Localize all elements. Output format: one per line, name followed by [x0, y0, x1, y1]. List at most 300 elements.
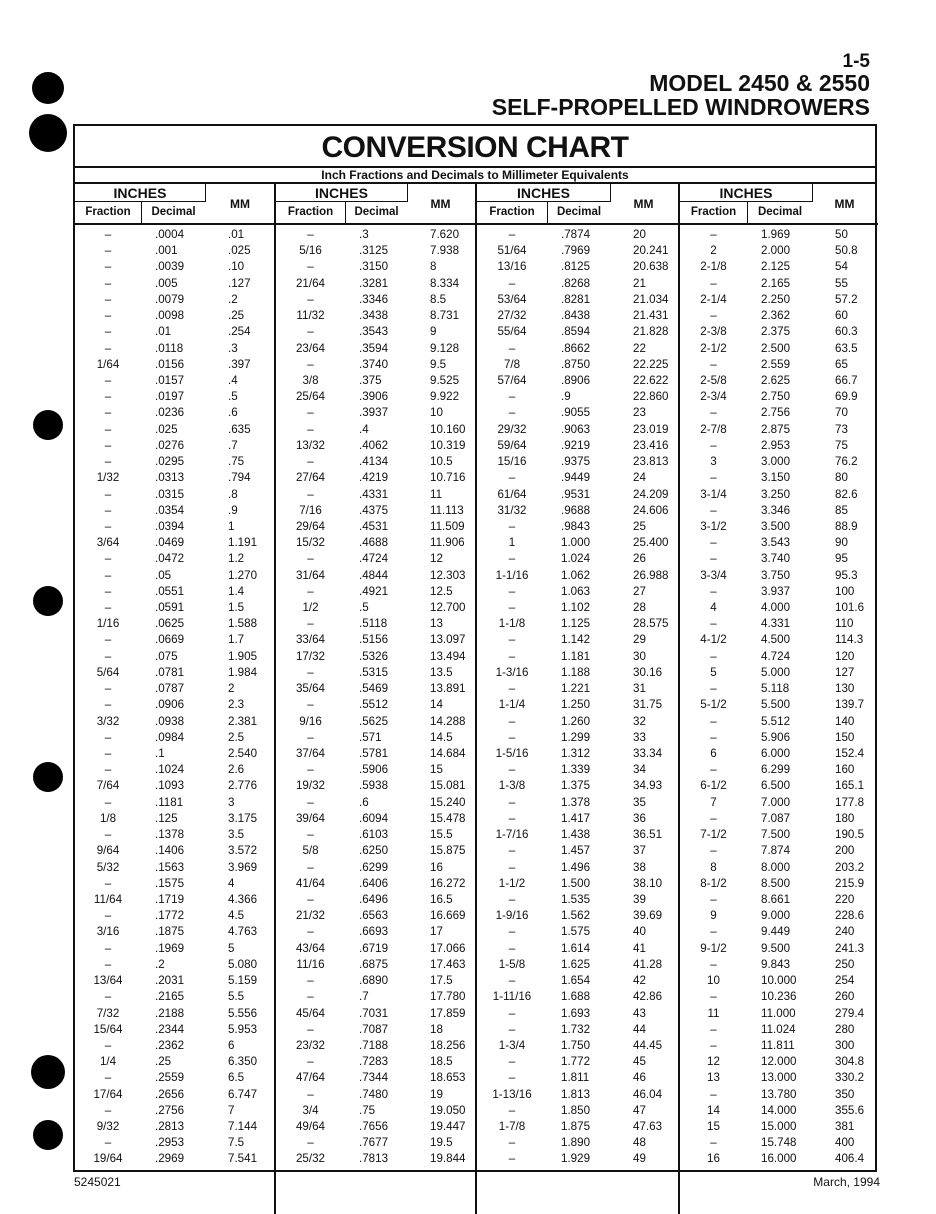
fraction-cell: 2-7/8	[700, 422, 727, 436]
table-row	[680, 1119, 878, 1135]
fraction-cell: 2-3/8	[700, 325, 727, 339]
mm-cell: .127	[228, 276, 251, 290]
decimal-cell: .0669	[155, 633, 185, 647]
mm-cell: 355.6	[835, 1103, 865, 1117]
table-row	[75, 714, 274, 730]
fraction-cell: –	[508, 228, 516, 241]
table-row	[75, 632, 274, 648]
decimal-cell: 1.562	[561, 909, 591, 923]
mm-cell: 95	[835, 552, 848, 566]
decimal-cell: .7813	[359, 1152, 389, 1166]
mm-cell: 241.3	[835, 941, 865, 955]
mm-cell: 10.5	[430, 455, 453, 469]
table-row	[276, 908, 475, 924]
decimal-cell: .6406	[359, 876, 389, 890]
fraction-cell: –	[710, 892, 717, 906]
table-row	[276, 649, 475, 665]
mm-cell: 30	[633, 649, 646, 663]
decimal-cell: 5.118	[761, 682, 790, 696]
mm-cell: .10	[228, 260, 245, 274]
decimal-cell: .0906	[155, 698, 185, 712]
decimal-cell: 2.125	[761, 260, 791, 274]
table-row	[276, 1119, 475, 1135]
fraction-cell: 9/64	[96, 844, 120, 858]
table-row	[75, 259, 274, 275]
table-row	[75, 454, 274, 470]
mm-cell: 18.5	[430, 1055, 453, 1069]
decimal-cell: .2031	[155, 974, 185, 988]
decimal-cell: 1.188	[561, 665, 591, 679]
decimal-cell: 2.559	[761, 357, 791, 371]
decimal-cell: 9.000	[761, 909, 791, 923]
table-row	[276, 373, 475, 389]
punch-hole	[31, 1055, 65, 1089]
decimal-cell: 8.000	[761, 860, 791, 874]
table-row	[75, 730, 274, 746]
mm-cell: 23.019	[633, 422, 669, 436]
fraction-cell: 3/4	[302, 1103, 319, 1117]
fraction-cell: 31/32	[497, 503, 527, 517]
table-row	[477, 584, 678, 600]
decimal-cell: .3543	[359, 325, 389, 339]
fraction-cell: 4-1/2	[700, 633, 727, 647]
table-row	[477, 438, 678, 454]
decimal-cell: .4219	[359, 471, 389, 485]
decimal-cell: 16.000	[761, 1152, 797, 1166]
mm-cell: 250	[835, 957, 855, 971]
fraction-cell: –	[104, 909, 112, 923]
mm-cell: 22.622	[633, 373, 669, 387]
table-row	[276, 519, 475, 535]
decimal-cell: 3.750	[761, 568, 791, 582]
table-row	[477, 1119, 678, 1135]
mm-cell: 5.5	[228, 990, 245, 1004]
fraction-cell: –	[710, 763, 717, 777]
mm-cell: 17.463	[430, 957, 466, 971]
decimal-cell: .0781	[155, 665, 185, 679]
fraction-cell: 6-1/2	[700, 779, 727, 793]
decimal-cell: .7283	[359, 1055, 389, 1069]
decimal-cell: .9055	[561, 406, 591, 420]
mm-cell: 13.097	[430, 633, 466, 647]
decimal-cell: .0079	[155, 292, 185, 306]
fraction-cell: 47/64	[295, 1071, 325, 1085]
decimal-cell: 8.500	[761, 876, 791, 890]
mm-cell: 1.5	[228, 601, 245, 615]
table-row	[276, 876, 475, 892]
table-row	[680, 681, 878, 697]
mm-cell: 40	[633, 925, 646, 939]
fraction-cell: –	[508, 1136, 516, 1150]
fraction-cell: –	[508, 406, 516, 420]
mm-cell: .25	[228, 309, 245, 323]
decimal-cell: 15.748	[761, 1136, 797, 1150]
fraction-header: Fraction	[690, 206, 737, 218]
fraction-cell: –	[508, 763, 516, 777]
table-row	[75, 924, 274, 940]
decimal-cell: 2.625	[761, 373, 791, 387]
table-row	[477, 616, 678, 632]
mm-cell: 38	[633, 860, 646, 874]
table-row	[276, 762, 475, 778]
table-row	[680, 243, 878, 259]
fraction-cell: –	[104, 568, 112, 582]
table-row	[477, 551, 678, 567]
decimal-cell: .5512	[359, 698, 389, 712]
decimal-cell: .075	[155, 649, 178, 663]
mm-cell: 17.066	[430, 941, 466, 955]
mm-cell: 39	[633, 892, 646, 906]
mm-cell: 23.416	[633, 438, 669, 452]
model-heading: MODEL 2450 & 2550	[649, 70, 870, 96]
mm-cell: 28	[633, 601, 646, 615]
fraction-cell: –	[104, 763, 112, 777]
decimal-cell: 1.732	[561, 1022, 591, 1036]
fraction-cell: 9/32	[96, 1120, 120, 1134]
table-row	[477, 324, 678, 340]
fraction-header: Fraction	[85, 206, 131, 218]
fraction-cell: 2-1/8	[700, 260, 727, 274]
decimal-cell: .4844	[359, 568, 389, 582]
decimal-cell: .6094	[359, 811, 389, 825]
fraction-cell: 19/64	[93, 1152, 123, 1166]
mm-header: MM	[633, 197, 654, 211]
table-row	[477, 973, 678, 989]
decimal-cell: .25	[155, 1055, 172, 1069]
fraction-cell: 2-1/2	[700, 341, 727, 355]
decimal-cell: 1.772	[561, 1055, 591, 1069]
decimal-cell: .0098	[155, 309, 185, 323]
mm-cell: 11.906	[430, 536, 465, 550]
decimal-cell: 13.780	[761, 1087, 797, 1101]
fraction-cell: 3/32	[96, 714, 120, 728]
table-row	[75, 989, 274, 1005]
fraction-header: Fraction	[287, 206, 334, 218]
fraction-cell: –	[710, 228, 717, 241]
fraction-cell: –	[104, 503, 112, 517]
table-row	[680, 519, 878, 535]
mm-cell: 304.8	[835, 1055, 865, 1069]
fraction-cell: –	[508, 714, 516, 728]
decimal-cell: .2656	[155, 1087, 185, 1101]
decimal-cell: .3937	[359, 406, 389, 420]
fraction-cell: –	[710, 990, 717, 1004]
mm-header: MM	[230, 197, 250, 211]
fraction-cell: 59/64	[497, 438, 527, 452]
mm-cell: 139.7	[835, 698, 865, 712]
table-row	[477, 519, 678, 535]
decimal-cell: 10.236	[761, 990, 797, 1004]
punch-hole	[29, 114, 67, 152]
mm-cell: 11	[430, 487, 443, 501]
fraction-cell: 5/32	[96, 860, 120, 874]
mm-cell: 18.256	[430, 1038, 466, 1052]
table-row	[680, 1135, 878, 1151]
fraction-cell: –	[710, 438, 717, 452]
decimal-cell: .3	[359, 228, 369, 241]
fraction-cell: 7/8	[503, 357, 521, 371]
decimal-cell: .001	[155, 244, 178, 258]
mm-cell: 12	[430, 552, 443, 566]
fraction-cell: 55/64	[497, 325, 527, 339]
table-row	[276, 1022, 475, 1038]
fraction-cell: –	[710, 552, 717, 566]
table-row	[680, 1054, 878, 1070]
table-row	[75, 1006, 274, 1022]
fraction-cell: –	[508, 860, 516, 874]
mm-cell: 7.620	[430, 228, 460, 241]
decimal-cell: 1.890	[561, 1136, 591, 1150]
fraction-cell: –	[710, 584, 717, 598]
fraction-cell: 1/64	[96, 357, 120, 371]
table-row	[276, 973, 475, 989]
decimal-cell: 1.575	[561, 925, 591, 939]
decimal-cell: 1.929	[561, 1152, 591, 1166]
table-row	[75, 1054, 274, 1070]
mm-cell: 95.3	[835, 568, 858, 582]
fraction-cell: 8	[710, 860, 717, 874]
mm-cell: 46	[633, 1071, 646, 1085]
mm-cell: 12.5	[430, 584, 453, 598]
table-row	[680, 487, 878, 503]
mm-cell: .01	[228, 228, 245, 241]
fraction-cell: –	[710, 357, 717, 371]
table-row	[680, 1087, 878, 1103]
decimal-cell: .4688	[359, 536, 389, 550]
decimal-cell: 1.125	[561, 617, 591, 631]
table-row	[477, 697, 678, 713]
mm-cell: 8.731	[430, 309, 460, 323]
decimal-cell: .8438	[561, 309, 591, 323]
mm-cell: 63.5	[835, 341, 858, 355]
fraction-cell: 1/8	[99, 811, 117, 825]
mm-cell: 203.2	[835, 860, 865, 874]
table-row	[680, 632, 878, 648]
fraction-cell: –	[104, 422, 112, 436]
decimal-cell: .5938	[359, 779, 389, 793]
table-row	[477, 259, 678, 275]
fraction-cell: –	[104, 795, 112, 809]
chart-subtitle: Inch Fractions and Decimals to Millimeter Equivalents	[75, 168, 875, 184]
table-row	[276, 276, 475, 292]
fraction-cell: 16	[707, 1152, 720, 1166]
fraction-cell: –	[710, 844, 717, 858]
fraction-cell: 3/64	[96, 536, 120, 550]
table-row	[477, 681, 678, 697]
table-row	[75, 438, 274, 454]
fraction-cell: 11/64	[93, 892, 123, 906]
decimal-cell: .0984	[155, 730, 185, 744]
decimal-cell: 2.953	[761, 438, 791, 452]
table-row	[276, 827, 475, 843]
table-row	[680, 535, 878, 551]
conversion-chart	[73, 124, 877, 1172]
table-row	[680, 989, 878, 1005]
fraction-cell: 1-1/8	[498, 617, 526, 631]
fraction-cell: –	[307, 698, 314, 712]
fraction-cell: –	[307, 990, 314, 1004]
mm-cell: 12.303	[430, 568, 466, 582]
table-row	[477, 632, 678, 648]
mm-cell: 47	[633, 1103, 646, 1117]
table-row	[75, 843, 274, 859]
fraction-cell: –	[307, 487, 314, 501]
mm-cell: 22.225	[633, 357, 669, 371]
mm-cell: 25.400	[633, 536, 669, 550]
mm-cell: 45	[633, 1055, 646, 1069]
mm-cell: 17.780	[430, 990, 466, 1004]
decimal-cell: .0295	[155, 455, 185, 469]
fraction-cell: 5	[710, 665, 717, 679]
decimal-cell: .2953	[155, 1136, 185, 1150]
table-row	[477, 227, 678, 243]
decimal-cell: 3.937	[761, 584, 791, 598]
decimal-cell: .5781	[359, 747, 389, 760]
mm-cell: 21.828	[633, 325, 669, 339]
decimal-cell: .6875	[359, 957, 389, 971]
mm-cell: 47.63	[633, 1120, 663, 1134]
fraction-cell: –	[104, 552, 112, 566]
fraction-cell: 1-7/8	[498, 1120, 526, 1134]
fraction-cell: –	[710, 1136, 717, 1150]
decimal-cell: .6563	[359, 909, 389, 923]
table-row	[276, 616, 475, 632]
mm-cell: 4	[228, 876, 235, 890]
fraction-cell: 1-11/16	[492, 990, 532, 1004]
table-row	[680, 341, 878, 357]
fraction-cell: –	[508, 844, 516, 858]
fraction-cell: 7/64	[96, 779, 120, 793]
decimal-cell: 11.811	[761, 1038, 795, 1052]
mm-cell: 76.2	[835, 455, 858, 469]
fraction-cell: –	[508, 633, 516, 647]
fraction-cell: 11	[707, 1006, 720, 1020]
decimal-cell: .571	[359, 730, 382, 744]
table-row	[477, 373, 678, 389]
table-row	[477, 746, 678, 762]
decimal-cell: 1.438	[561, 828, 591, 842]
fraction-cell: 1-9/16	[495, 909, 529, 923]
table-row	[680, 584, 878, 600]
decimal-cell: .3906	[359, 390, 389, 404]
fraction-cell: 9	[710, 909, 717, 923]
fraction-cell: –	[508, 1103, 516, 1117]
table-row	[75, 957, 274, 973]
mm-cell: 1.4	[228, 584, 245, 598]
decimal-cell: .2362	[155, 1038, 185, 1052]
decimal-cell: .6299	[359, 860, 389, 874]
mm-cell: 9.525	[430, 373, 460, 387]
mm-cell: 85	[835, 503, 848, 517]
mm-cell: 228.6	[835, 909, 865, 923]
decimal-cell: 6.299	[761, 763, 791, 777]
mm-cell: 24	[633, 471, 646, 485]
table-row	[680, 714, 878, 730]
decimal-cell: .7969	[561, 244, 591, 258]
table-row	[75, 584, 274, 600]
table-row	[477, 292, 678, 308]
decimal-cell: 14.000	[761, 1103, 797, 1117]
fraction-cell: –	[710, 1087, 717, 1101]
table-row	[276, 924, 475, 940]
decimal-cell: 1.811	[561, 1071, 590, 1085]
mm-cell: 2.776	[228, 779, 258, 793]
fraction-cell: –	[104, 828, 112, 842]
decimal-cell: 8.661	[761, 892, 791, 906]
fraction-cell: 3-1/2	[700, 519, 727, 533]
table-row	[276, 989, 475, 1005]
table-row	[477, 843, 678, 859]
mm-cell: 4.5	[228, 909, 245, 923]
fraction-cell: –	[104, 519, 112, 533]
table-row	[680, 860, 878, 876]
fraction-cell: –	[307, 1136, 314, 1150]
fraction-cell: 3-3/4	[700, 568, 727, 582]
table-row	[477, 243, 678, 259]
table-row	[75, 665, 274, 681]
decimal-cell: 2.000	[761, 244, 791, 258]
fraction-cell: –	[508, 601, 516, 615]
mm-cell: 21.034	[633, 292, 669, 306]
mm-cell: 28.575	[633, 617, 669, 631]
mm-cell: .75	[228, 455, 245, 469]
fraction-cell: 6	[710, 747, 717, 760]
mm-cell: 3.175	[228, 811, 258, 825]
decimal-cell: .4531	[359, 519, 389, 533]
table-row	[75, 616, 274, 632]
fraction-cell: –	[104, 584, 112, 598]
table-row	[680, 454, 878, 470]
table-row	[276, 1087, 475, 1103]
table-row	[680, 227, 878, 243]
mm-cell: 13.891	[430, 682, 466, 696]
table-row	[276, 730, 475, 746]
mm-cell: 48	[633, 1136, 646, 1150]
fraction-cell: 1/2	[302, 601, 319, 615]
mm-cell: 190.5	[835, 828, 865, 842]
mm-cell: .8	[228, 487, 238, 501]
table-row	[75, 811, 274, 827]
table-row	[276, 324, 475, 340]
fraction-cell: 15/64	[93, 1022, 123, 1036]
decimal-cell: .4921	[359, 584, 389, 598]
decimal-cell: 5.512	[761, 714, 791, 728]
table-row	[276, 454, 475, 470]
mm-cell: 31.75	[633, 698, 663, 712]
table-row	[477, 503, 678, 519]
fraction-cell: 1/16	[96, 617, 120, 631]
decimal-header: Decimal	[556, 206, 602, 218]
table-row	[680, 649, 878, 665]
fraction-cell: 3/16	[96, 925, 120, 939]
table-row	[477, 1070, 678, 1086]
mm-cell: .025	[228, 244, 251, 258]
table-row	[276, 860, 475, 876]
fraction-cell: 3-1/4	[700, 487, 727, 501]
table-row	[477, 568, 678, 584]
table-row	[680, 892, 878, 908]
table-row	[75, 697, 274, 713]
mm-cell: 6.5	[228, 1071, 245, 1085]
table-row	[477, 1103, 678, 1119]
decimal-cell: .8906	[561, 373, 591, 387]
decimal-cell: 2.375	[761, 325, 791, 339]
mm-cell: 10.319	[430, 438, 466, 452]
mm-cell: 82.6	[835, 487, 858, 501]
fraction-cell: 21/32	[295, 909, 325, 923]
decimal-cell: .2188	[155, 1006, 185, 1020]
decimal-cell: .0276	[155, 438, 185, 452]
